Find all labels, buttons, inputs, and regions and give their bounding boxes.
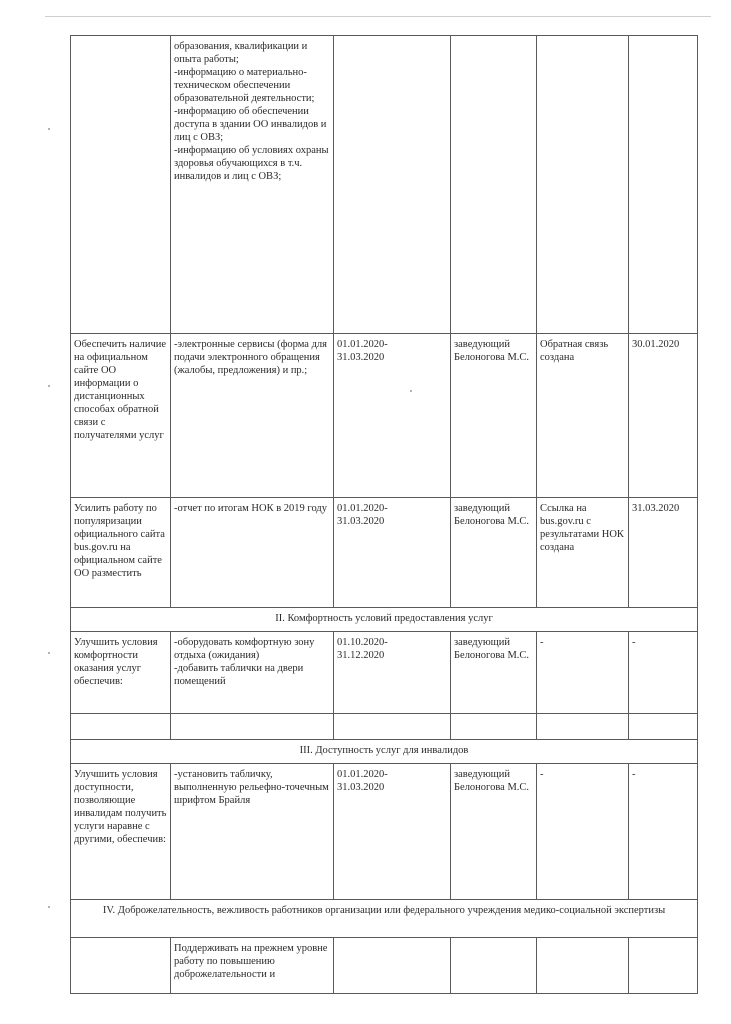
dates-cell [334, 938, 451, 994]
section-heading-courtesy: IV. Доброжелательность, вежливость работников организации или федерального учреждения медико-социальной экспертизы [71, 900, 698, 938]
scan-speck [48, 385, 50, 387]
table-row [71, 632, 698, 714]
actual-date-cell: 30.01.2020 [629, 334, 698, 498]
table-row-empty [71, 714, 698, 740]
dates-cell: 01.01.2020- 31.03.2020 [334, 764, 451, 900]
responsible-cell: заведующий Белоногова М.С. [451, 334, 537, 498]
actual-date-cell: 31.03.2020 [629, 498, 698, 608]
dates-cell: 01.01.2020- 31.03.2020 [334, 498, 451, 608]
result-cell: - [537, 632, 629, 714]
actual-date-cell [629, 938, 698, 994]
section-heading-row [71, 740, 698, 764]
section-heading-row [71, 900, 698, 938]
result-cell: Ссылка на bus.gov.ru с результатами НОК создана [537, 498, 629, 608]
dates-cell [334, 36, 451, 334]
actual-date-cell [629, 36, 698, 334]
section-heading-comfort: II. Комфортность условий предоставления услуг [71, 608, 698, 632]
task-cell [71, 938, 171, 994]
measures-cell: -электронные сервисы (форма для подачи электронного обращения (жалобы, предложения) и пр.; [171, 334, 334, 498]
measures-cell: -отчет по итогам НОК в 2019 году [171, 498, 334, 608]
responsible-cell: заведующий Белоногова М.С. [451, 498, 537, 608]
task-cell [71, 36, 171, 334]
responsible-cell: заведующий Белоногова М.С. [451, 632, 537, 714]
task-cell: Улучшить условия комфортности оказания услуг обеспечив: [71, 632, 171, 714]
result-cell: Обратная связь создана [537, 334, 629, 498]
measures-cell: Поддерживать на прежнем уровне работу по повышению доброжелательности и [171, 938, 334, 994]
responsible-cell: заведующий Белоногова М.С. [451, 764, 537, 900]
scan-speck [48, 128, 50, 130]
scan-speck [48, 652, 50, 654]
dates-cell: 01.10.2020- 31.12.2020 [334, 632, 451, 714]
task-cell: Обеспечить наличие на официальном сайте ОО информации о дистанционных способах обратной связи с получателями услуг [71, 334, 171, 498]
table-row [71, 334, 698, 498]
table-row [71, 764, 698, 900]
result-cell: - [537, 764, 629, 900]
measures-cell: образования, квалификации и опыта работы; -информацию о материально-техническом обеспечении образовательной деятельности; -информацию об обеспечении доступа в здании ОО инвалидов и лиц с ОВЗ; -информацию об условиях охраны здоровья обучающихся в т.ч. инвалидов и лиц с ОВЗ; [171, 36, 334, 334]
task-cell: Усилить работу по популяризации официального сайта bus.gov.ru на официальном сайте ОО разместить [71, 498, 171, 608]
task-cell: Улучшить условия доступности, позволяющие инвалидам получить услуги наравне с другими, обеспечив: [71, 764, 171, 900]
page-top-edge [45, 16, 711, 17]
actual-date-cell: - [629, 632, 698, 714]
section-heading-accessibility: III. Доступность услуг для инвалидов [71, 740, 698, 764]
measures-cell: -оборудовать комфортную зону отдыха (ожидания) -добавить таблички на двери помещений [171, 632, 334, 714]
responsible-cell [451, 36, 537, 334]
table-row [71, 938, 698, 994]
table-row [71, 36, 698, 334]
improvement-plan-table [70, 35, 698, 994]
scan-speck [48, 906, 50, 908]
dates-cell: 01.01.2020- 31.03.2020 [334, 334, 451, 498]
actual-date-cell: - [629, 764, 698, 900]
responsible-cell [451, 938, 537, 994]
result-cell [537, 36, 629, 334]
result-cell [537, 938, 629, 994]
measures-cell: -установить табличку, выполненную рельефно-точечным шрифтом Брайля [171, 764, 334, 900]
table-row [71, 498, 698, 608]
section-heading-row [71, 608, 698, 632]
